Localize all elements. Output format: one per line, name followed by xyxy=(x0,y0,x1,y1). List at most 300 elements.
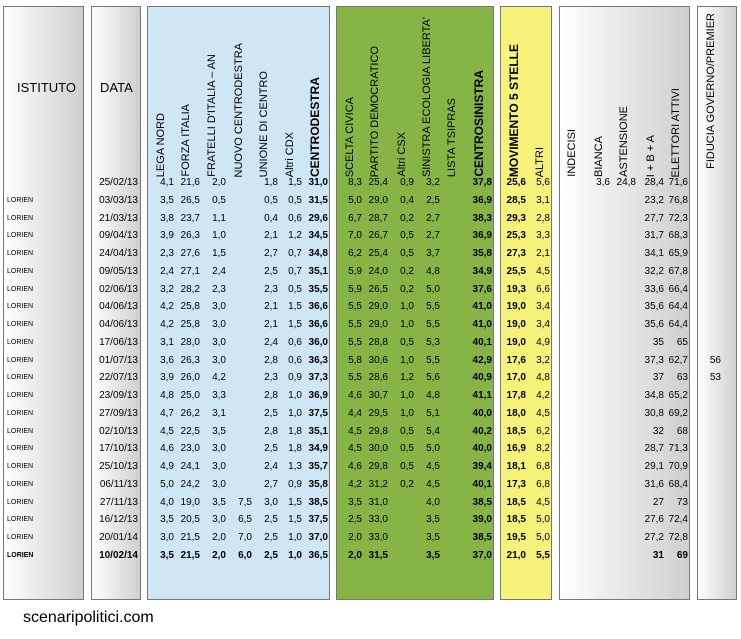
cell-sc: 4,6 xyxy=(348,390,362,401)
cell-data: 09/05/13 xyxy=(99,265,138,277)
cell-fdi: 2,0 xyxy=(212,177,226,188)
cell-sel: 4,8 xyxy=(426,390,440,401)
cell-data: 27/11/13 xyxy=(99,496,138,508)
table-row xyxy=(0,405,741,423)
cell-csx: 40,0 xyxy=(472,407,492,419)
cell-udc: 0,4 xyxy=(264,212,278,224)
cell-fdi: 3,5 xyxy=(212,425,226,437)
cell-ist: LORIEN xyxy=(7,196,34,204)
cell-pd: 29,8 xyxy=(368,461,388,472)
cell-csx: 36,9 xyxy=(472,230,492,242)
header-forza-italia: FORZA ITALIA xyxy=(180,104,192,177)
cell-ist: LORIEN xyxy=(7,232,34,240)
cell-acdx: 0,5 xyxy=(288,194,302,206)
cell-fi: 22,5 xyxy=(180,425,200,437)
cell-m5s: 18,1 xyxy=(506,461,526,472)
cell-ln: 3,2 xyxy=(160,283,174,295)
cell-fi: 24,1 xyxy=(180,461,200,472)
cell-m5s: 25,3 xyxy=(506,230,526,242)
cell-m5s: 25,5 xyxy=(506,265,526,277)
cell-ln: 4,9 xyxy=(160,461,174,472)
cell-data: 24/04/13 xyxy=(99,248,138,259)
cell-sel: 2,7 xyxy=(426,212,440,224)
cell-data: 25/02/13 xyxy=(99,177,138,188)
cell-udc: 2,3 xyxy=(264,283,278,295)
cell-el: 71,3 xyxy=(668,443,688,455)
cell-pd: 26,7 xyxy=(368,230,388,242)
cell-data: 22/07/13 xyxy=(99,372,138,384)
cell-cdx: 29,6 xyxy=(308,212,328,224)
table-row xyxy=(0,511,741,529)
cell-ist: LORIEN xyxy=(7,321,34,328)
cell-altri: 5,6 xyxy=(536,177,550,188)
cell-ibha: 27 xyxy=(652,496,664,508)
cell-sc: 5,5 xyxy=(348,301,362,313)
cell-udc: 3,0 xyxy=(264,496,278,508)
cell-sel: 3,5 xyxy=(426,532,440,543)
cell-el: 72,4 xyxy=(668,514,688,526)
cell-m5s: 19,3 xyxy=(506,283,526,295)
cell-udc: 1,8 xyxy=(264,177,278,188)
cell-acdx: 1,8 xyxy=(288,443,302,455)
cell-csx: 37,8 xyxy=(472,177,492,188)
cell-sc: 6,2 xyxy=(348,248,362,259)
cell-altri: 4,5 xyxy=(536,496,550,508)
cell-acdx: 1,5 xyxy=(288,514,302,526)
cell-csx: 36,9 xyxy=(472,194,492,206)
table-row xyxy=(0,227,741,245)
cell-ln: 2,4 xyxy=(160,265,174,277)
cell-m5s: 21,0 xyxy=(506,549,526,561)
cell-udc: 2,5 xyxy=(264,265,278,277)
cell-ln: 5,0 xyxy=(160,478,174,490)
cell-data: 25/10/13 xyxy=(99,461,138,472)
cell-m5s: 17,3 xyxy=(506,478,526,490)
cell-sel: 3,5 xyxy=(426,549,440,561)
header-centrodestra: CENTRODESTRA xyxy=(308,76,322,177)
cell-acdx: 1,5 xyxy=(288,301,302,313)
cell-altri: 4,2 xyxy=(536,390,550,401)
cell-pd: 31,0 xyxy=(368,496,388,508)
cell-el: 72,3 xyxy=(668,212,688,224)
cell-acdx: 1,0 xyxy=(288,549,302,561)
cell-sc: 4,2 xyxy=(348,478,362,490)
cell-udc: 2,7 xyxy=(264,478,278,490)
table-row xyxy=(0,210,741,228)
cell-acdx: 0,7 xyxy=(288,248,302,259)
cell-cdx: 34,5 xyxy=(308,230,328,242)
cell-ibha: 31,7 xyxy=(644,230,664,242)
header-pd: PARTITO DEMOCRATICO xyxy=(369,45,381,177)
cell-m5s: 19,5 xyxy=(506,532,526,543)
cell-ln: 3,5 xyxy=(160,549,174,561)
cell-fi: 26,2 xyxy=(180,407,200,419)
cell-ind: 3,6 xyxy=(596,177,610,188)
cell-data: 02/10/13 xyxy=(99,425,138,437)
cell-cdx: 35,7 xyxy=(308,461,328,472)
cell-data: 17/06/13 xyxy=(99,336,138,348)
cell-fi: 21,6 xyxy=(180,177,200,188)
table-row xyxy=(0,369,741,387)
cell-fi: 28,2 xyxy=(180,283,200,295)
table-row xyxy=(0,529,741,547)
cell-sel: 3,5 xyxy=(426,514,440,526)
cell-el: 65,9 xyxy=(668,248,688,259)
cell-acsx: 0,2 xyxy=(400,478,414,490)
cell-m5s: 18,5 xyxy=(506,425,526,437)
cell-data: 06/11/13 xyxy=(99,478,138,490)
cell-udc: 2,5 xyxy=(264,514,278,526)
cell-udc: 2,5 xyxy=(264,443,278,455)
cell-ibha: 30,8 xyxy=(644,407,664,419)
cell-udc: 2,1 xyxy=(264,319,278,330)
cell-ncd: 6,0 xyxy=(238,549,252,561)
cell-csx: 39,4 xyxy=(472,461,492,472)
cell-pd: 28,8 xyxy=(368,336,388,348)
cell-acsx: 1,0 xyxy=(400,319,414,330)
table-row xyxy=(0,423,741,441)
cell-csx: 41,1 xyxy=(472,390,492,401)
table-row xyxy=(0,547,741,565)
cell-acsx: 1,0 xyxy=(400,407,414,419)
cell-csx: 41,0 xyxy=(472,319,492,330)
cell-cdx: 36,9 xyxy=(308,390,328,401)
cell-ist: LORIEN xyxy=(7,534,34,541)
header-astensione: ASTENSIONE xyxy=(618,106,630,177)
cell-data: 10/02/14 xyxy=(99,549,138,561)
header-lega-nord: LEGA NORD xyxy=(155,112,167,177)
cell-acdx: 1,5 xyxy=(288,496,302,508)
cell-m5s: 18,5 xyxy=(506,496,526,508)
cell-altri: 5,5 xyxy=(536,549,550,561)
cell-acdx: 0,9 xyxy=(288,478,302,490)
cell-fi: 20,5 xyxy=(180,514,200,526)
cell-ist: LORIEN xyxy=(7,303,34,311)
cell-ln: 3,1 xyxy=(160,336,174,348)
cell-udc: 2,8 xyxy=(264,425,278,437)
cell-sel: 4,8 xyxy=(426,265,440,277)
cell-ibha: 37,3 xyxy=(644,354,664,366)
cell-cdx: 36,5 xyxy=(308,549,328,561)
cell-udc: 2,5 xyxy=(264,549,278,561)
cell-ibha: 31,6 xyxy=(644,478,664,490)
cell-fdi: 4,2 xyxy=(212,372,226,384)
cell-sc: 5,0 xyxy=(348,194,362,206)
cell-fdi: 2,0 xyxy=(212,532,226,543)
cell-ist: LORIEN xyxy=(7,409,34,417)
cell-pd: 28,6 xyxy=(368,372,388,384)
cell-el: 68,4 xyxy=(668,478,688,490)
cell-fdi: 1,0 xyxy=(212,230,226,242)
header-elettori-attivi: ELETTORI ATTIVI xyxy=(670,87,682,177)
cell-fi: 26,3 xyxy=(180,230,200,242)
cell-acsx: 0,2 xyxy=(400,212,414,224)
cell-pd: 30,0 xyxy=(368,443,388,455)
cell-fi: 26,3 xyxy=(180,354,200,366)
cell-ibha: 27,7 xyxy=(644,212,664,224)
cell-fi: 23,0 xyxy=(180,443,200,455)
table-row xyxy=(0,174,741,192)
cell-fi: 23,7 xyxy=(180,212,200,224)
cell-acdx: 0,5 xyxy=(288,283,302,295)
header-centrosinistra: CENTROSINISTRA xyxy=(472,70,486,177)
cell-acsx: 0,5 xyxy=(400,336,414,348)
cell-data: 17/10/13 xyxy=(99,443,138,455)
cell-fi: 28,0 xyxy=(180,336,200,348)
cell-acsx: 0,9 xyxy=(400,177,414,188)
cell-ist: LORIEN xyxy=(7,551,34,559)
cell-ist: LORIEN xyxy=(7,445,34,453)
cell-ln: 3,6 xyxy=(160,354,174,366)
cell-ln: 4,0 xyxy=(160,496,174,508)
cell-fi: 27,6 xyxy=(180,248,200,259)
cell-altri: 6,6 xyxy=(536,283,550,295)
table-row xyxy=(0,387,741,405)
cell-cdx: 34,8 xyxy=(308,248,328,259)
cell-cdx: 31,5 xyxy=(308,194,328,206)
cell-altri: 6,8 xyxy=(536,461,550,472)
cell-pd: 29,0 xyxy=(368,319,388,330)
cell-altri: 5,0 xyxy=(536,514,550,526)
header-scelta-civica: SCELTA CIVICA xyxy=(344,96,356,177)
cell-data: 27/09/13 xyxy=(99,407,138,419)
cell-m5s: 27,3 xyxy=(506,248,526,259)
cell-ln: 3,5 xyxy=(160,514,174,526)
cell-udc: 2,7 xyxy=(264,248,278,259)
cell-altri: 5,0 xyxy=(536,532,550,543)
cell-fdi: 2,3 xyxy=(212,283,226,295)
header-m5s: MOVIMENTO 5 STELLE xyxy=(507,43,521,177)
cell-cdx: 37,5 xyxy=(308,407,328,419)
cell-ist: LORIEN xyxy=(7,516,34,524)
cell-acsx: 0,5 xyxy=(400,248,414,259)
cell-udc: 2,8 xyxy=(264,354,278,366)
cell-acsx: 0,2 xyxy=(400,265,414,277)
table-row xyxy=(0,298,741,316)
header-data: DATA xyxy=(100,80,133,95)
cell-el: 64,4 xyxy=(668,301,688,313)
cell-cdx: 37,3 xyxy=(308,372,328,384)
cell-ncd: 6,5 xyxy=(238,514,252,526)
cell-cdx: 36,6 xyxy=(308,319,328,330)
cell-csx: 40,9 xyxy=(472,372,492,384)
cell-ln: 3,0 xyxy=(160,532,174,543)
cell-fdi: 2,4 xyxy=(212,265,226,277)
cell-ln: 4,6 xyxy=(160,443,174,455)
cell-el: 76,8 xyxy=(668,194,688,206)
cell-ncd: 7,0 xyxy=(238,532,252,543)
cell-acdx: 0,7 xyxy=(288,265,302,277)
cell-ncd: 7,5 xyxy=(238,496,252,508)
cell-sc: 2,5 xyxy=(348,514,362,526)
cell-ibha: 29,1 xyxy=(644,461,664,472)
cell-ibha: 32,2 xyxy=(644,265,664,277)
cell-udc: 2,4 xyxy=(264,336,278,348)
cell-acdx: 1,3 xyxy=(288,461,302,472)
cell-m5s: 25,6 xyxy=(506,177,526,188)
cell-ibha: 34,8 xyxy=(644,390,664,401)
cell-fi: 25,0 xyxy=(180,390,200,401)
cell-acdx: 1,5 xyxy=(288,177,302,188)
cell-altri: 6,2 xyxy=(536,425,550,437)
cell-fi: 27,1 xyxy=(180,265,200,277)
cell-ln: 4,8 xyxy=(160,390,174,401)
cell-ibha: 35 xyxy=(652,336,664,348)
header-istituto: ISTITUTO xyxy=(17,80,76,95)
cell-acdx: 0,6 xyxy=(288,336,302,348)
cell-sc: 5,5 xyxy=(348,372,362,384)
cell-pd: 26,5 xyxy=(368,283,388,295)
cell-udc: 2,1 xyxy=(264,230,278,242)
cell-ln: 4,1 xyxy=(160,177,174,188)
cell-udc: 2,3 xyxy=(264,372,278,384)
cell-ist: LORIEN xyxy=(7,285,34,293)
cell-pd: 31,2 xyxy=(368,478,388,490)
cell-ibha: 31 xyxy=(652,549,664,561)
cell-ibha: 23,2 xyxy=(644,194,664,206)
cell-sel: 5,5 xyxy=(426,301,440,313)
cell-sel: 5,3 xyxy=(426,336,440,348)
cell-fid: 53 xyxy=(709,372,721,384)
cell-ibha: 34,1 xyxy=(644,248,664,259)
cell-altri: 3,3 xyxy=(536,230,550,242)
cell-fdi: 3,1 xyxy=(212,407,226,419)
table-row xyxy=(0,263,741,281)
cell-cdx: 36,3 xyxy=(308,354,328,366)
cell-m5s: 18,0 xyxy=(506,407,526,419)
cell-m5s: 19,0 xyxy=(506,336,526,348)
cell-sel: 5,6 xyxy=(426,372,440,384)
cell-fdi: 1,1 xyxy=(212,212,226,224)
cell-csx: 40,0 xyxy=(472,443,492,455)
cell-fi: 25,8 xyxy=(180,319,200,330)
cell-bia: 24,8 xyxy=(616,177,636,188)
cell-sc: 2,0 xyxy=(348,549,362,561)
cell-ist: LORIEN xyxy=(7,356,34,364)
cell-m5s: 28,5 xyxy=(506,194,526,206)
cell-el: 71,6 xyxy=(668,177,688,188)
cell-cdx: 36,0 xyxy=(308,336,328,348)
cell-acsx: 1,0 xyxy=(400,354,414,366)
cell-data: 02/06/13 xyxy=(99,283,138,295)
cell-acsx: 0,2 xyxy=(400,283,414,295)
cell-ibha: 27,6 xyxy=(644,514,664,526)
cell-ibha: 33,6 xyxy=(644,283,664,295)
cell-altri: 4,8 xyxy=(536,372,550,384)
cell-acdx: 1,0 xyxy=(288,532,302,543)
cell-cdx: 37,0 xyxy=(308,532,328,543)
cell-data: 04/06/13 xyxy=(99,301,138,313)
cell-data: 09/04/13 xyxy=(99,230,138,242)
cell-altri: 2,8 xyxy=(536,212,550,224)
cell-ln: 4,2 xyxy=(160,301,174,313)
cell-el: 73 xyxy=(676,496,688,508)
cell-data: 01/07/13 xyxy=(99,354,138,366)
cell-pd: 29,0 xyxy=(368,194,388,206)
cell-m5s: 17,0 xyxy=(506,372,526,384)
cell-acsx: 1,0 xyxy=(400,390,414,401)
cell-udc: 2,4 xyxy=(264,461,278,472)
cell-pd: 28,7 xyxy=(368,212,388,224)
cell-m5s: 16,9 xyxy=(506,443,526,455)
cell-pd: 24,0 xyxy=(368,265,388,277)
cell-fi: 26,5 xyxy=(180,194,200,206)
cell-ist: LORIEN xyxy=(7,267,34,275)
table-row xyxy=(0,476,741,494)
cell-data: 23/09/13 xyxy=(99,390,138,401)
cell-pd: 29,8 xyxy=(368,425,388,437)
header-ncd: NUOVO CENTRODESTRA xyxy=(233,42,245,177)
cell-altri: 3,4 xyxy=(536,319,550,330)
cell-sc: 5,5 xyxy=(348,319,362,330)
cell-fi: 21,5 xyxy=(180,532,200,543)
header-altri-csx: Altri CSX xyxy=(396,132,408,177)
cell-fi: 19,0 xyxy=(180,496,200,508)
cell-ibha: 28,7 xyxy=(644,443,664,455)
cell-csx: 40,2 xyxy=(472,425,492,437)
cell-cdx: 38,5 xyxy=(308,496,328,508)
cell-acdx: 0,9 xyxy=(288,372,302,384)
cell-ist: LORIEN xyxy=(7,498,34,506)
header-bianca: BIANCA xyxy=(593,136,605,177)
cell-sel: 5,0 xyxy=(426,283,440,295)
cell-ibha: 28,4 xyxy=(644,177,664,188)
cell-m5s: 29,3 xyxy=(506,212,526,224)
cell-csx: 38,3 xyxy=(472,212,492,224)
cell-csx: 41,0 xyxy=(472,301,492,313)
cell-el: 68 xyxy=(676,425,688,437)
table-row xyxy=(0,334,741,352)
cell-altri: 4,5 xyxy=(536,265,550,277)
cell-el: 69,2 xyxy=(668,407,688,419)
cell-el: 68,3 xyxy=(668,230,688,242)
cell-el: 62,7 xyxy=(668,354,688,366)
cell-m5s: 17,6 xyxy=(506,354,526,366)
cell-acsx: 0,5 xyxy=(400,461,414,472)
cell-acdx: 1,2 xyxy=(288,230,302,242)
cell-fi: 25,8 xyxy=(180,301,200,313)
cell-ibha: 27,2 xyxy=(644,532,664,543)
cell-fdi: 3,0 xyxy=(212,301,226,313)
cell-m5s: 18,5 xyxy=(506,514,526,526)
cell-sc: 4,5 xyxy=(348,443,362,455)
cell-ibha: 32 xyxy=(652,425,664,437)
table-row xyxy=(0,458,741,476)
cell-fdi: 3,0 xyxy=(212,461,226,472)
cell-el: 72,8 xyxy=(668,532,688,543)
table-row xyxy=(0,281,741,299)
cell-fi: 24,2 xyxy=(180,478,200,490)
cell-cdx: 36,6 xyxy=(308,301,328,313)
cell-data: 03/03/13 xyxy=(99,194,138,206)
cell-ln: 3,8 xyxy=(160,212,174,224)
cell-sel: 4,0 xyxy=(426,496,440,508)
cell-fdi: 3,5 xyxy=(212,496,226,508)
cell-udc: 0,5 xyxy=(264,194,278,206)
cell-sc: 2,0 xyxy=(348,532,362,543)
cell-altri: 3,1 xyxy=(536,194,550,206)
cell-cdx: 35,1 xyxy=(308,425,328,437)
cell-csx: 40,1 xyxy=(472,336,492,348)
cell-sc: 8,3 xyxy=(348,177,362,188)
cell-ibha: 35,6 xyxy=(644,301,664,313)
cell-el: 64,4 xyxy=(668,319,688,330)
table-row xyxy=(0,316,741,334)
cell-acdx: 1,0 xyxy=(288,407,302,419)
cell-udc: 2,1 xyxy=(264,301,278,313)
cell-altri: 4,9 xyxy=(536,336,550,348)
header-udc: UNIONE DI CENTRO xyxy=(258,70,270,177)
